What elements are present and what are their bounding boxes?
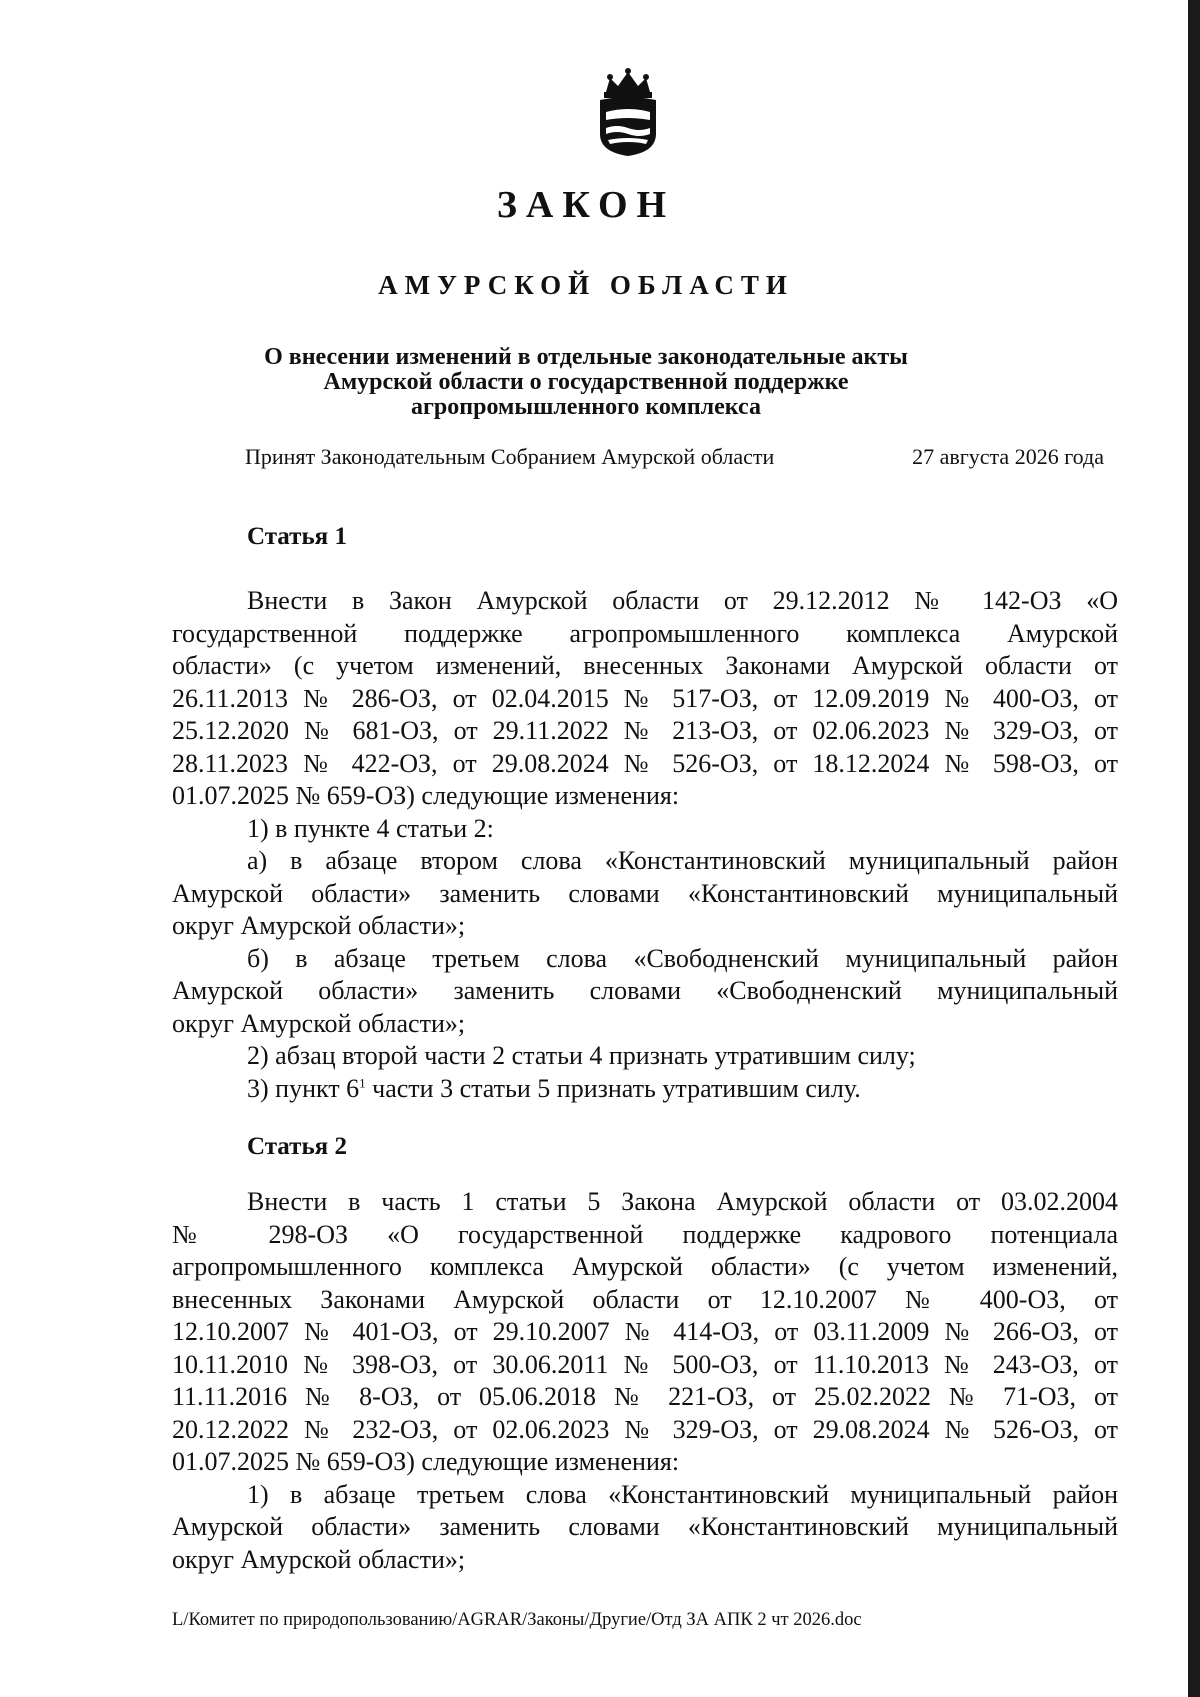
text-line: области» (с учетом изменений, внесенных Законами Амурской области от — [172, 651, 1118, 680]
text-line: а) в абзаце втором слова «Константиновский муниципальный район — [247, 846, 1118, 875]
subject-line: агропромышленного комплекса — [411, 394, 761, 420]
text-line: 01.07.2025 № 659-ОЗ) следующие изменения: — [172, 1447, 680, 1476]
footer-file-path: L/Комитет по природопользованию/AGRAR/Законы/Другие/Отд ЗА АПК 2 чт 2026.doc — [172, 1610, 862, 1630]
text-line: округ Амурской области»; — [172, 911, 466, 940]
subject-line: О внесении изменений в отдельные законодательные акты — [264, 344, 908, 370]
law-subject — [0, 345, 1172, 420]
subject-line: Амурской области о государственной поддержке — [323, 369, 849, 395]
text-line — [172, 1073, 1118, 1106]
text-line: 12.10.2007 № 401-ОЗ, от 29.10.2007 № 414-ОЗ, от 03.11.2009 № 266-ОЗ, от — [172, 1317, 1118, 1346]
text-line: Амурской области» заменить словами «Свободненский муниципальный — [172, 976, 1118, 1005]
text-fragment: 3) пункт 6 — [247, 1073, 360, 1103]
adopted-by: Принят Законодательным Собранием Амурской области — [245, 444, 775, 469]
article-1-body — [172, 585, 1118, 1105]
text-line: б) в абзаце третьем слова «Свободненский муниципальный район — [247, 943, 1118, 973]
text-line: 20.12.2022 № 232-ОЗ, от 02.06.2023 № 329-ОЗ, от 29.08.2024 № 526-ОЗ, от — [172, 1414, 1118, 1444]
text-line: округ Амурской области»; — [172, 1008, 466, 1038]
scan-edge-border — [1188, 0, 1200, 1697]
superscript: 1 — [359, 1074, 366, 1090]
text-line: 1) в пункте 4 статьи 2: — [247, 813, 494, 843]
text-line: государственной поддержке агропромышленного комплекса Амурской — [172, 618, 1118, 648]
article-1-heading: Статья 1 — [247, 523, 347, 550]
text-line: округ Амурской области»; — [172, 1544, 466, 1574]
text-line: № 298-ОЗ «О государственной поддержке кадрового потенциала — [172, 1219, 1118, 1249]
text-line: внесенных Законами Амурской области от 12.10.2007 № 400-ОЗ, от — [172, 1284, 1118, 1314]
article-2-body — [172, 1186, 1118, 1576]
text-line: агропромышленного комплекса Амурской области» (с учетом изменений, — [172, 1252, 1118, 1281]
text-fragment: части 3 статьи 5 признать утратившим силу. — [365, 1073, 861, 1103]
text-line: Амурской области» заменить словами «Константиновский муниципальный — [172, 1512, 1118, 1541]
text-line: Амурской области» заменить словами «Константиновский муниципальный — [172, 878, 1118, 908]
article-2-heading: Статья 2 — [247, 1133, 347, 1160]
text-line: 28.11.2023 № 422-ОЗ, от 29.08.2024 № 526-ОЗ, от 18.12.2024 № 598-ОЗ, от — [172, 748, 1118, 778]
text-line: 1) в абзаце третьем слова «Константиновский муниципальный район — [247, 1479, 1118, 1509]
law-title: ЗАКОН — [496, 184, 676, 226]
text-line: 25.12.2020 № 681-ОЗ, от 29.11.2022 № 213-ОЗ, от 02.06.2023 № 329-ОЗ, от — [172, 716, 1118, 745]
text-line: 11.11.2016 № 8-ОЗ, от 05.06.2018 № 221-ОЗ, от 25.02.2022 № 71-ОЗ, от — [172, 1382, 1118, 1411]
coat-of-arms-emblem — [592, 68, 664, 158]
adopted-date: 27 августа 2026 года — [912, 444, 1104, 469]
text-line: Внести в часть 1 статьи 5 Закона Амурской области от 03.02.2004 — [247, 1187, 1118, 1216]
text-line: 01.07.2025 № 659-ОЗ) следующие изменения: — [172, 781, 680, 810]
text-line: Внести в Закон Амурской области от 29.12.2012 № 142-ОЗ «О — [247, 586, 1118, 615]
text-line: 26.11.2013 № 286-ОЗ, от 02.04.2015 № 517-ОЗ, от 12.09.2019 № 400-ОЗ, от — [172, 683, 1118, 713]
region-title: АМУРСКОЙ ОБЛАСТИ — [378, 270, 794, 300]
text-line: 2) абзац второй части 2 статьи 4 признать утратившим силу; — [247, 1041, 916, 1070]
text-line: 10.11.2010 № 398-ОЗ, от 30.06.2011 № 500-ОЗ, от 11.10.2013 № 243-ОЗ, от — [172, 1349, 1118, 1379]
